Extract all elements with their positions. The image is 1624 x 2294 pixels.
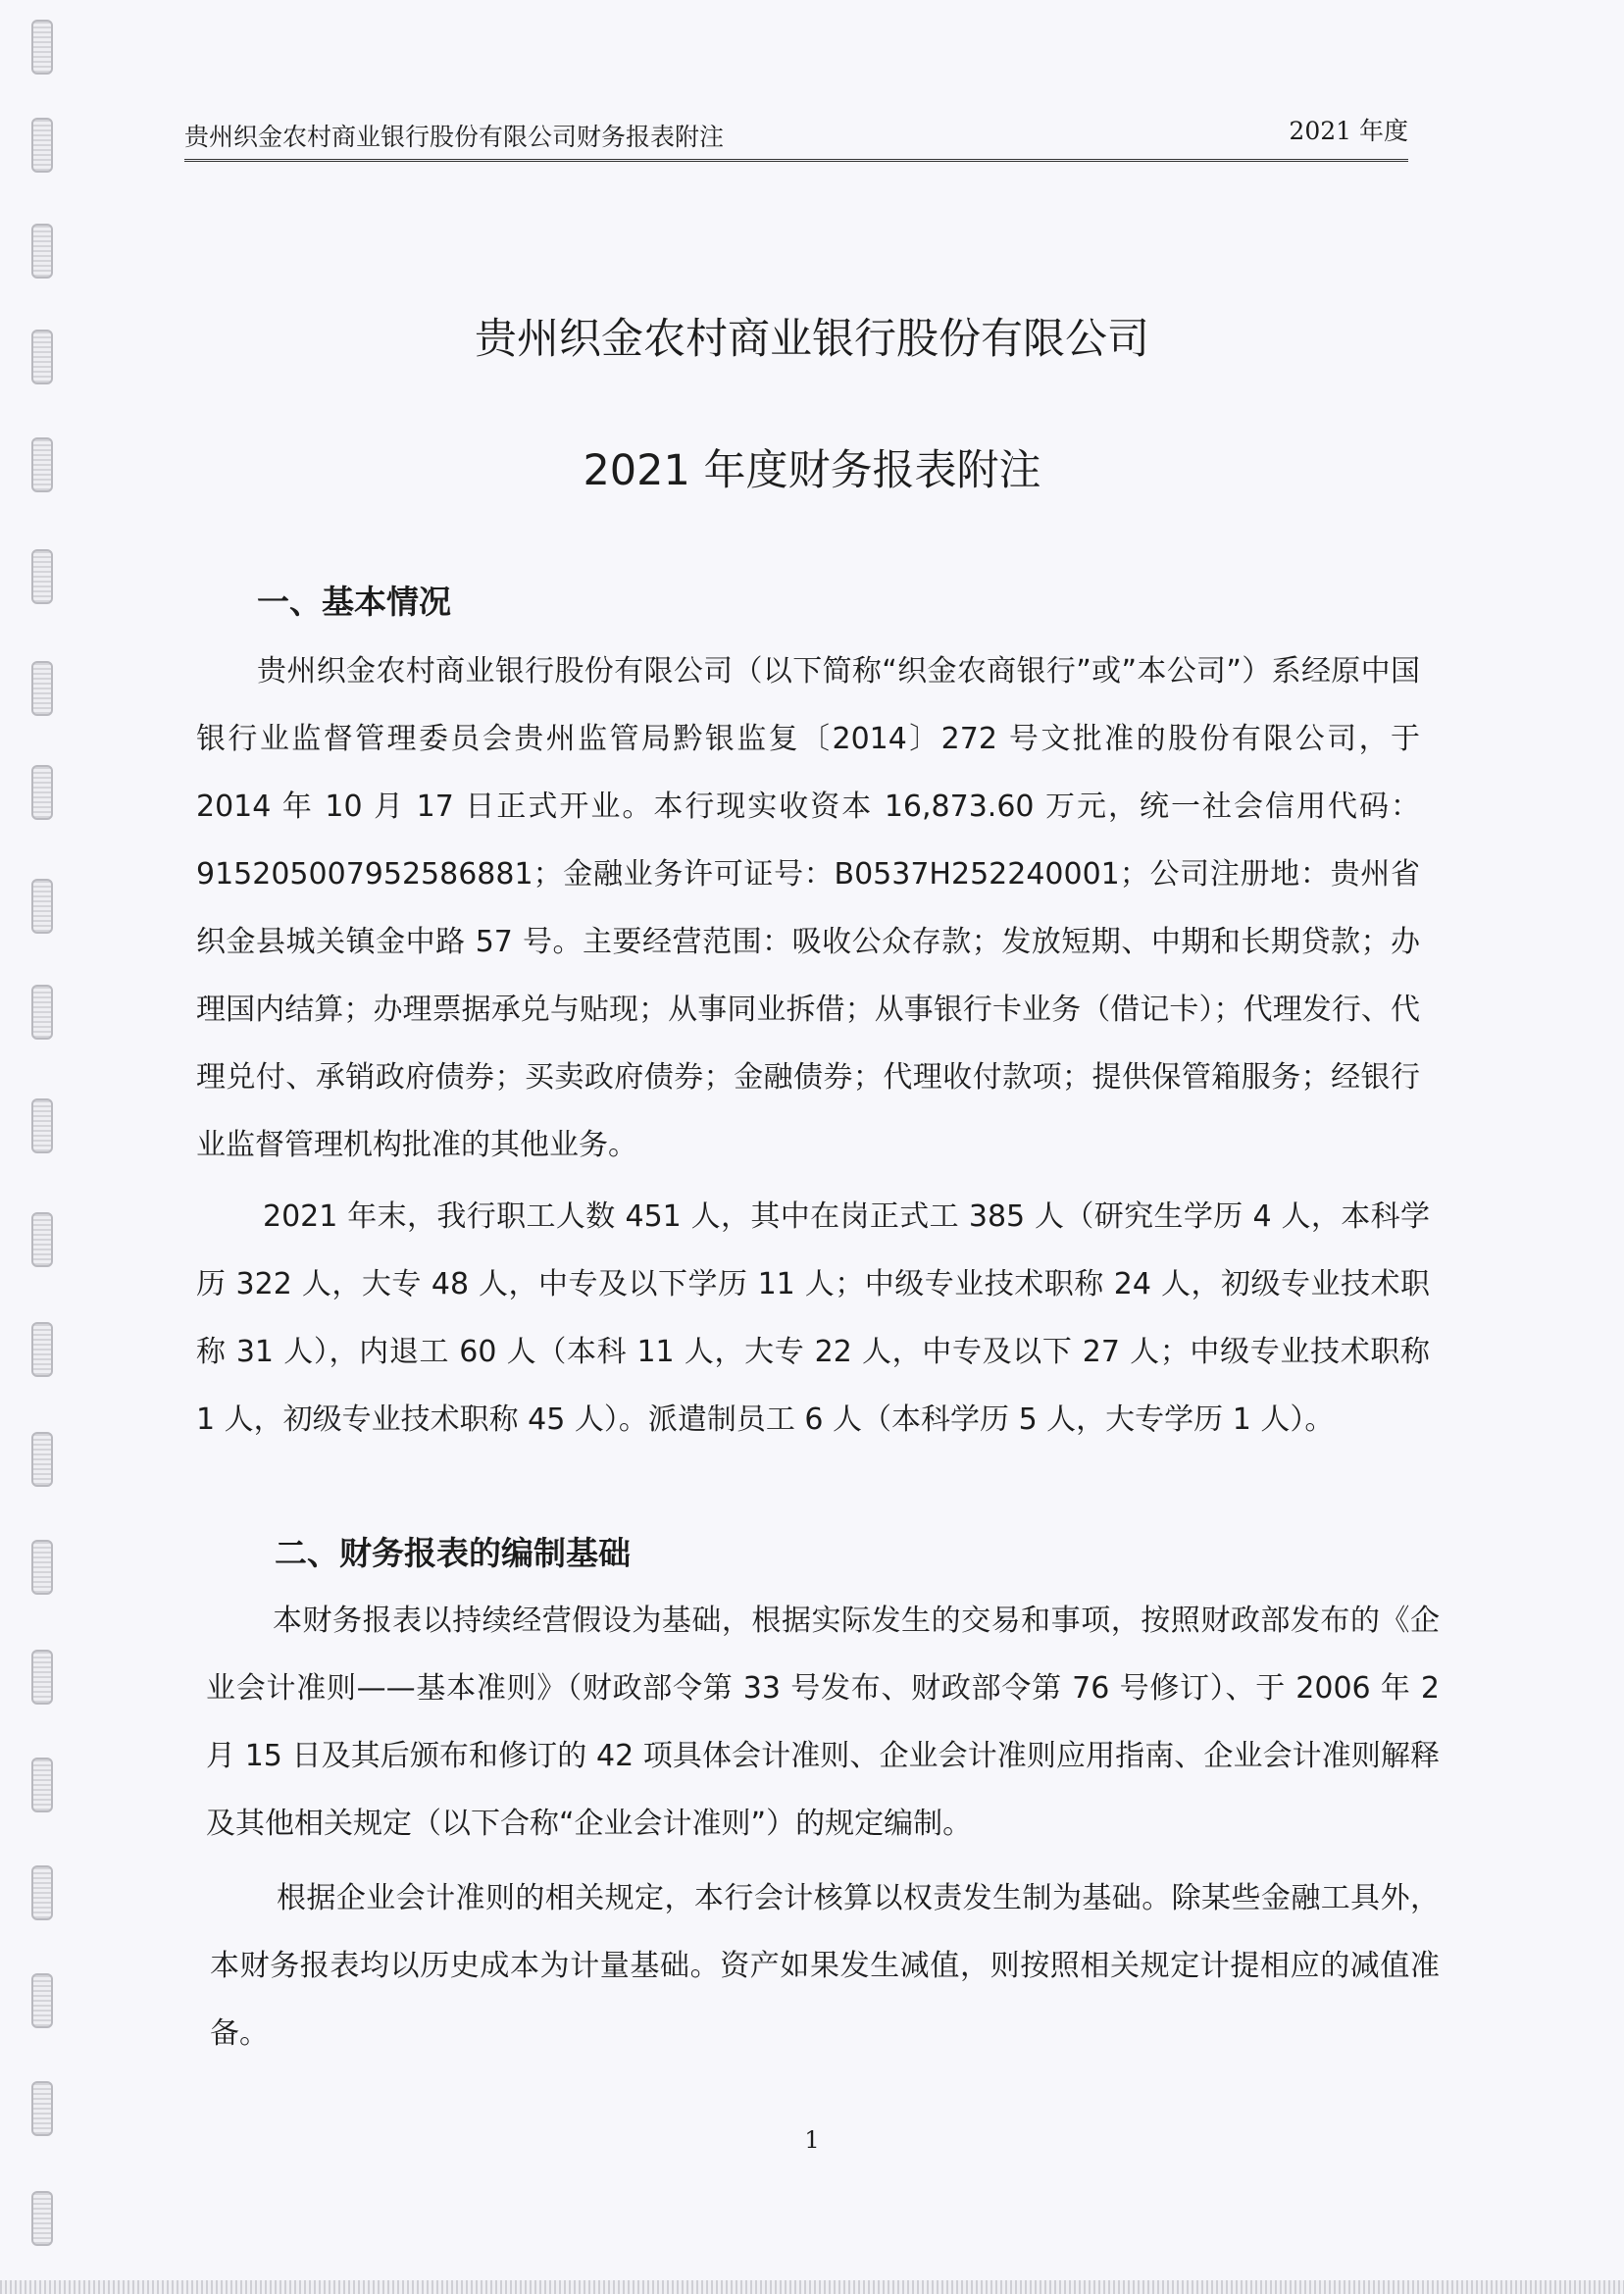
paragraph-company-overview: 贵州织金农村商业银行股份有限公司（以下简称“织金农商银行”或”本公司”）系经原中国银行业监督管理委员会贵州监管局黔银监复〔2014〕272 号文批准的股份有限公司，于 2014 年 10 月 17 日正式开业。本行现实收资本 16,873.60 万元，统一社会信用代码：915205007952586881；金融业务许可证号：B0537H252240001；公司注册地：贵州省织金县城关镇金中路 57 号。主要经营范围：吸收公众存款；发放短期、中期和长期贷款；办理国内结算；办理票据承兑与贴现；从事同业拆借；从事银行卡业务（借记卡）；代理发行、代理兑付、承销政府债券；买卖政府债券；金融债券；代理收付款项；提供保管箱服务；经银行业监督管理机构批准的其他业务。: [196, 654, 1420, 1162]
binding-hole: [31, 1650, 53, 1705]
binding-hole: [31, 2191, 53, 2246]
paragraph-staff-statistics: 2021 年末，我行职工人数 451 人，其中在岗正式工 385 人（研究生学历 4 人，本科学历 322 人，大专 48 人，中专及以下学历 11 人；中级专业技术职称 24 人，初级专业技术职称 31 人），内退工 60 人（本科 11 人，大专 22 人，中专及以下 27 人；中级专业技术职称 1 人，初级专业技术职称 45 人）。派遣制员工 6 人（本科学历 5 人，大专学历 1 人）。: [196, 1199, 1430, 1437]
document-title: 贵州织金农村商业银行股份有限公司: [475, 315, 1149, 364]
binding-hole: [31, 661, 53, 716]
binding-hole: [31, 224, 53, 279]
paragraph-measurement-basis: 根据企业会计准则的相关规定，本行会计核算以权责发生制为基础。除某些金融工具外，本财务报表均以历史成本为计量基础。资产如果发生减值，则按照相关规定计提相应的减值准备。: [210, 1881, 1440, 2051]
binding-hole: [31, 1432, 53, 1487]
binding-hole: [31, 985, 53, 1040]
paragraph-accounting-standards: 本财务报表以持续经营假设为基础，根据实际发生的交易和事项，按照财政部发布的《企业会计准则——基本准则》（财政部令第 33 号发布、财政部令第 76 号修订）、于 2006 年 2 月 15 日及其后颁布和修订的 42 项具体会计准则、企业会计准则应用指南、企业会计准则解释及其他相关规定（以下合称“企业会计准则”）的规定编制。: [206, 1604, 1440, 1841]
binding-hole: [31, 1540, 53, 1595]
binding-hole: [31, 1098, 53, 1153]
binding-hole: [31, 879, 53, 934]
page-header: [184, 108, 1408, 162]
binding-hole: [31, 549, 53, 604]
binding-hole: [31, 1212, 53, 1267]
binding-hole: [31, 118, 53, 173]
header-company-title: 贵州织金农村商业银行股份有限公司财务报表附注: [184, 123, 725, 151]
binding-hole: [31, 1865, 53, 1920]
binding-hole: [31, 20, 53, 75]
section-heading-preparation-basis: 二、财务报表的编制基础: [275, 1534, 631, 1572]
binding-hole: [31, 1322, 53, 1377]
binding-hole: [31, 1973, 53, 2028]
document-subtitle: 2021 年度财务报表附注: [583, 446, 1041, 495]
header-year: 2021 年度: [1289, 117, 1408, 145]
section-heading-basic-info: 一、基本情况: [257, 583, 451, 621]
binding-hole: [31, 765, 53, 820]
binding-hole: [31, 1758, 53, 1812]
scan-edge-strip: [0, 2280, 1624, 2294]
page-number: 1: [804, 2126, 820, 2154]
